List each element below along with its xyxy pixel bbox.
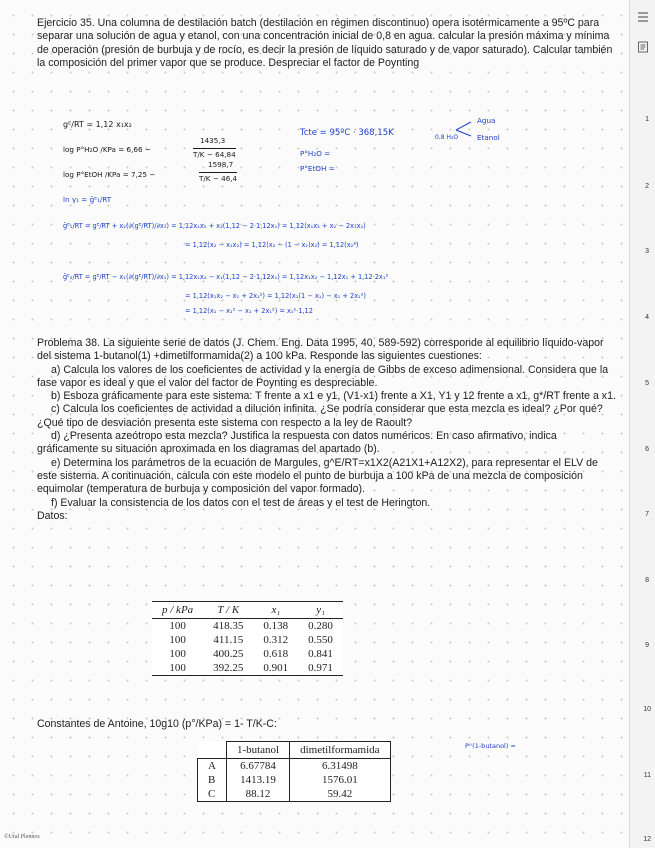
page-number-4[interactable]: 4: [645, 314, 649, 321]
hw-eq2: ḡᴱ₂/RT = gᴱ/RT − x₁(∂(gᴱ/RT)/∂x₁) = 1,12x₁x₂ − x₁(1,12 − 2·1,12x₁) = 1,12x₁x₂ − 1,12x₁ + 1,12·2x₁²: [63, 273, 389, 281]
hw-p-h2o: P°H₂O =: [300, 149, 331, 158]
cell: 0.280: [308, 620, 333, 632]
page-number-1[interactable]: 1: [645, 116, 649, 123]
cell: 0.312: [263, 634, 289, 646]
col-header-y1: y₁: [298, 602, 343, 619]
page-number-9[interactable]: 9: [645, 642, 649, 649]
hw-eq2b: = 1,12(x₁x₂ − x₁ + 2x₁²) = 1,12(x₁(1 − x₁) − x₁ + 2x₁²): [185, 292, 366, 300]
col-header-dmf: dimetilformamida: [290, 742, 390, 759]
cell: 100: [152, 661, 203, 676]
table-row: [152, 633, 343, 647]
page-number-5[interactable]: 5: [645, 380, 649, 387]
page-number-8[interactable]: 8: [645, 577, 649, 584]
hw-eq1: ḡᴱ₁/RT = gᴱ/RT + x₂(∂(gᴱ/RT)/∂x₁) = 1,12x₁x₂ + x₂(1,12 − 2·1,12x₁) = 1,12(x₁x₂ + x₂ − 2x₁x₂): [63, 222, 366, 230]
col-header-p: p / kPa: [152, 602, 203, 619]
cell: 88.12: [226, 787, 289, 802]
page-number-2[interactable]: 2: [645, 183, 649, 190]
problem-38-f: f) Evaluar la consistencia de los datos con el test de áreas y el test de Herington.: [51, 496, 431, 509]
footer-copyright: ©Ural Plennos: [4, 834, 40, 840]
hw-tcte: Tcte = 95ºC · 368,15K: [300, 128, 394, 138]
table-row: [152, 661, 343, 676]
table-row: [198, 773, 391, 787]
hw-comp: 0,8 H₂O: [435, 134, 459, 141]
cell: 100: [169, 648, 186, 660]
hw-ge-rt: gᴱ/RT = 1,12 x₁x₂: [63, 120, 132, 129]
hw-log-etoh-den: T/K − 46,4: [199, 174, 238, 183]
cell: 100: [169, 620, 186, 632]
table-row: [198, 759, 391, 774]
cell: B: [198, 773, 227, 787]
cell: 400.25: [213, 648, 244, 660]
cell: 0.901: [253, 661, 298, 676]
hw-lngamma: ln γ₁ = ḡᴱ₁/RT: [63, 195, 112, 204]
problem-38-e: e) Determina los parámetros de la ecuación de Margules, g^E/RT=x1X2(A21X1+A12X2), para representar el ELV de este sistema. A continuación, calcula con este modelo el punto de burbuja a 100 kPa de una mezcla de composición equimolar (temperatura de burbuja y composición del vapor formado).: [37, 456, 598, 496]
col-header-empty: [198, 742, 227, 759]
table-row: [198, 787, 391, 802]
cell: 0.550: [308, 634, 333, 646]
cell: 418.35: [213, 620, 244, 632]
problem-38-b: b) Esboza gráficamente para este sistema: T frente a x1 e y1, (V1-x1) frente a X1, Y1 y 12 frente a x1, g*/RT frente a x1.: [51, 390, 616, 403]
hw-log-h2o: log P°H₂O /KPa = 6,66 −: [63, 145, 151, 154]
col-header-t: T / K: [203, 602, 253, 619]
antoine-title: Constantes de Antoine, 10g10 (p°/KPa) = 1- T/K-C:: [37, 718, 277, 730]
cell: 411.15: [213, 634, 244, 646]
hw-arrows: [455, 118, 475, 140]
page-number-3[interactable]: 3: [645, 248, 649, 255]
cell: 0.841: [308, 648, 333, 660]
hw-p-butanol: P°(1-butanol) =: [465, 742, 516, 750]
menu-icon[interactable]: [634, 8, 652, 26]
cell: 6.31498: [290, 759, 390, 774]
hw-eq1b: = 1,12(x₂ − x₁x₂) = 1,12(x₂ − (1 − x₂)x₂) = 1,12(x₂²): [185, 241, 359, 249]
cell: 1413.19: [226, 773, 289, 787]
cell: A: [198, 759, 227, 774]
problem-38-d: d) ¿Presenta azeótropo esta mezcla? Justifica la respuesta con datos numéricos. En caso afirmativo, indica gráficamente su situación aproximada en los diagramas del apartado (b).: [37, 430, 557, 456]
cell: 1576.01: [290, 773, 390, 787]
table-row: [152, 619, 343, 634]
exercise-35-text: Ejercicio 35. Una columna de destilación batch (destilación en régimen discontinuo) opera isotérmicamente a 95ºC para separar una solución de agua y etanol, con una concentración inicial de 0,8 en agua. calcular la presión máxima y mínima de operación (presión de burbuja y de rocío, es decir la presión de líquido saturado y de vapor saturado). Calcular también la composición del primer vapor que se produce. Despreciar el factor de Poynting: [37, 17, 613, 69]
hw-log-h2o-num: 1435,3: [200, 136, 226, 145]
datos-label: Datos:: [37, 509, 68, 522]
page-number-11[interactable]: 11: [643, 772, 651, 779]
vle-data-table: [152, 601, 343, 676]
page-number-7[interactable]: 7: [645, 511, 649, 518]
hw-p-etoh: P°EtOH =: [300, 164, 335, 173]
page-number-12[interactable]: 12: [643, 836, 651, 843]
cell: 0.618: [263, 648, 289, 660]
cell: 6.67784: [226, 759, 289, 774]
problem-38-a: a) Calcula los valores de los coeficientes de actividad y la energía de Gibbs de exceso adimensional. Considera que la fase vapor es ideal y que el valor del factor de Poynting es despreciable.: [37, 363, 609, 389]
page-sidebar: [629, 0, 655, 848]
notebook-icon[interactable]: [634, 38, 652, 56]
hw-log-etoh: log P°EtOH /KPa = 7,25 −: [63, 170, 156, 179]
col-header-butanol: 1-butanol: [226, 742, 289, 759]
page-number-6[interactable]: 6: [645, 446, 649, 453]
cell: 392.25: [203, 661, 253, 676]
problem-38-c: c) Calcula los coeficientes de actividad a dilución infinita. ¿Se podría considerar que esta mezcla es ideal? ¿Por qué? ¿Qué tipo de desviación presenta este sistema con respecto a la ley de Raoult?: [37, 403, 603, 429]
hw-eq2c: = 1,12(x₁ − x₁² − x₁ + 2x₁²) = x₁²·1,12: [185, 307, 313, 315]
cell: 0.138: [263, 620, 289, 632]
problem-38-intro: Problema 38. La siguiente serie de datos (J. Chem. Eng. Data 1995, 40, 589-592) corresponde al equilibrio líquido-vapor del sistema 1-butanol(1) +dimetilformamida(2) a 100 kPa. Responde las siguientes cuestiones:: [37, 337, 604, 363]
table-row: [152, 647, 343, 661]
problem-38-text: [37, 337, 617, 523]
col-header-x1: x₁: [253, 602, 298, 619]
hw-log-etoh-num: 1598,7: [208, 160, 234, 169]
cell: C: [198, 787, 227, 802]
hw-agua: Agua: [477, 116, 496, 125]
hw-etanol: Etanol: [477, 133, 500, 142]
hw-log-h2o-den: T/K − 64,84: [193, 150, 236, 159]
cell: 100: [169, 634, 186, 646]
page-number-10[interactable]: 10: [643, 706, 651, 713]
antoine-table: [197, 741, 391, 802]
cell: 0.971: [298, 661, 343, 676]
cell: 59.42: [290, 787, 390, 802]
